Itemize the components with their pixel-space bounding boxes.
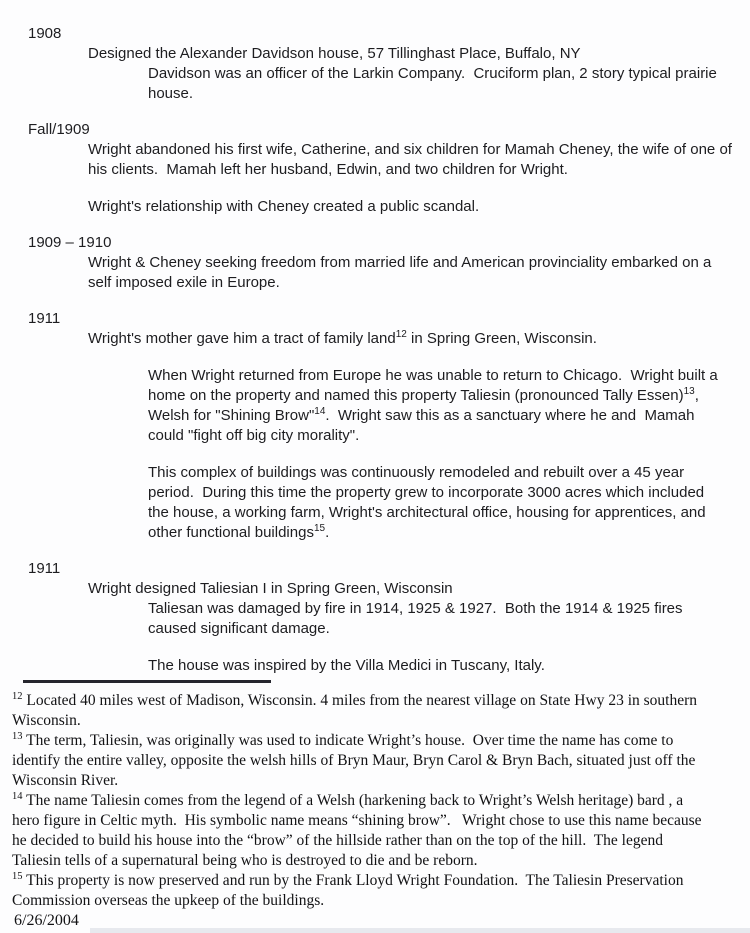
paragraph: Wright designed Taliesian I in Spring Green, Wisconsin bbox=[88, 580, 453, 597]
paragraph: Designed the Alexander Davidson house, 57 Tillinghast Place, Buffalo, NY bbox=[88, 45, 581, 62]
paragraph: Wright's relationship with Cheney created a public scandal. bbox=[88, 198, 480, 215]
year-heading: 1911 bbox=[28, 560, 61, 577]
timeline-entry bbox=[0, 120, 750, 217]
footnote-marker: 14 bbox=[12, 790, 23, 802]
paragraph: Wright's mother gave him a tract of family land$^{12}$ in Spring Green, Wisconsin. bbox=[88, 329, 597, 347]
paragraph: This complex of buildings was continuously remodeled and rebuilt over a 45 year period. During this time the property grew to incorporate 3000 acres which included the house, a working farm, Wright's architectural office, housing for apprentices, and other functional buildings$^{15}$. bbox=[148, 464, 710, 541]
document-date: 6/26/2004 bbox=[14, 912, 79, 929]
footnote-marker: 12 bbox=[12, 690, 23, 702]
timeline-entry bbox=[0, 309, 750, 543]
footnote-ref: 15 bbox=[313, 523, 326, 534]
footnote: $^{12}$ Located 40 miles west of Madison, Wisconsin. 4 miles from the nearest village on State Hwy 23 in southern Wisconsin. bbox=[12, 690, 701, 729]
footnote-marker: 13 bbox=[12, 730, 23, 742]
year-heading: 1908 bbox=[28, 25, 62, 42]
footnote-marker: 15 bbox=[12, 870, 23, 882]
year-heading: Fall/1909 bbox=[28, 121, 90, 138]
footnote: $^{14}$ The name Taliesin comes from the legend of a Welsh (harkening back to Wright’s Welsh heritage) bard , a hero figure in Celtic myth. His symbolic name means “shining brow”. Wright chose to use this name because he decided to build his house into the “brow” of the hillside rather than on the top of the hill. The legend Taliesin tells of a supernatural being who is destroyed to die and be reborn. bbox=[12, 790, 706, 869]
year-heading: 1911 bbox=[28, 310, 61, 327]
year-heading: 1909 – 1910 bbox=[28, 234, 112, 251]
paragraph: When Wright returned from Europe he was unable to return to Chicago. Wright built a home on the property and named this property Taliesin (pronounced Tally Essen)$^{13}$, Welsh for "Shining Brow"$^{14}$. Wright saw this as a sanctuary where he and Mamah could "fight off big city morality". bbox=[148, 367, 722, 444]
timeline-entry bbox=[0, 233, 750, 293]
paragraph: Wright abandoned his first wife, Catherine, and six children for Mamah Cheney, the wife of one of his clients. Mamah left her husband, Edwin, and two children for Wright. bbox=[88, 141, 737, 178]
footnotes-section bbox=[12, 691, 714, 911]
footnote-ref: 14 bbox=[314, 406, 326, 417]
scan-edge-artifact bbox=[90, 928, 750, 933]
paragraph: Wright & Cheney seeking freedom from married life and American provinciality embarked on a self imposed exile in Europe. bbox=[88, 254, 716, 291]
footnote: $^{13}$ The term, Taliesin, was originally was used to indicate Wright’s house. Over time the name has come to identify the entire valley, opposite the welsh hills of Bryn Maur, Bryn Carol & Bryn Bach, situated just off the Wisconsin River. bbox=[12, 730, 700, 789]
timeline-entry bbox=[0, 24, 750, 104]
footnote-separator bbox=[23, 680, 271, 683]
paragraph: Davidson was an officer of the Larkin Company. Cruciform plan, 2 story typical prairie house. bbox=[148, 65, 722, 102]
timeline-entry bbox=[0, 559, 750, 676]
paragraph: The house was inspired by the Villa Medici in Tuscany, Italy. bbox=[148, 657, 545, 674]
paragraph: Taliesan was damaged by fire in 1914, 1925 & 1927. Both the 1914 & 1925 fires caused significant damage. bbox=[148, 600, 687, 637]
footnote-ref: 12 bbox=[395, 329, 407, 340]
timeline-body bbox=[0, 24, 750, 676]
footnote: $^{15}$ This property is now preserved and run by the Frank Lloyd Wright Foundation. The Taliesin Preservation Commission overseas the upkeep of the buildings. bbox=[12, 870, 688, 909]
footnote-ref: 13 bbox=[683, 386, 695, 397]
